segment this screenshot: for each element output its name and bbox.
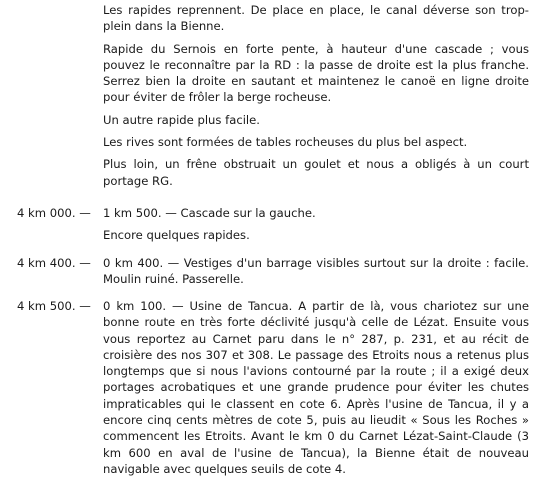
- km-marker: 4 km 500. —: [17, 299, 91, 313]
- km-marker: 4 km 400. —: [17, 256, 91, 270]
- km-marker: 4 km 000. —: [17, 206, 91, 220]
- entry-paragraph: 0 km 400. — Vestiges d'un barrage visibles surtout sur la droite : facile. Moulin ruiné. Passerelle.: [103, 256, 529, 287]
- entry-4km400: [17, 255, 529, 288]
- paragraph-ash-portage: Plus loin, un frêne obstruait un goulet et nous a obligés à un court portage RG.: [103, 157, 529, 188]
- entry-paragraph: 1 km 500. — Cascade sur la gauche.: [103, 206, 316, 220]
- entry-4km000: [17, 205, 529, 244]
- entry-text: [103, 205, 529, 244]
- entry-text: [103, 298, 529, 477]
- paragraph-sernois-rapid: Rapide du Sernois en forte pente, à hauteur d'une cascade ; vous pouvez le reconnaître par la RD : la passe de droite est la plus franche. Serrez bien la droite en sautant et maintenez le canoë en ligne droite pour éviter de frôler la berge rocheuse.: [103, 41, 529, 105]
- entry-text: [103, 255, 529, 288]
- paragraph-rapids-resume: Les rapides reprennent. De place en place, le canal déverse son trop-plein dans la Bienne.: [103, 3, 529, 34]
- entry-paragraph: 0 km 100. — Usine de Tancua. A partir de là, vous chariotez sur une bonne route en très forte déclivité jusqu'à celle de Lézat. Ensuite vous vous reportez au Carnet paru dans le n° 287, p. 231, et au récit de croisière des nos 307 et 308. Le passage des Etroits nous a retenus plus longtemps que si nous l'avions contourné par la route ; il a exigé deux portages acrobatiques et une grande prudence pour éviter les chutes impraticables qui le classent en cote 6. Après l'usine de Tancua, il y a encore cinq cents mètres de cote 5, puis au lieudit « Sous les Roches » commencent les Etroits. Avant le km 0 du Carnet Lézat-Saint-Claude (3 km 600 en aval de l'usine de Tancua), la Bienne était de nouveau navigable avec quelques seuils de cote 4.: [103, 299, 529, 476]
- entry-paragraph: Encore quelques rapides.: [103, 228, 250, 243]
- paragraph-rocky-banks: Les rives sont formées de tables rocheuses du plus bel aspect.: [103, 135, 468, 150]
- continuation-section: [103, 2, 529, 189]
- paragraph-easier-rapid: Un autre rapide plus facile.: [103, 112, 260, 127]
- entry-4km500: [17, 298, 529, 477]
